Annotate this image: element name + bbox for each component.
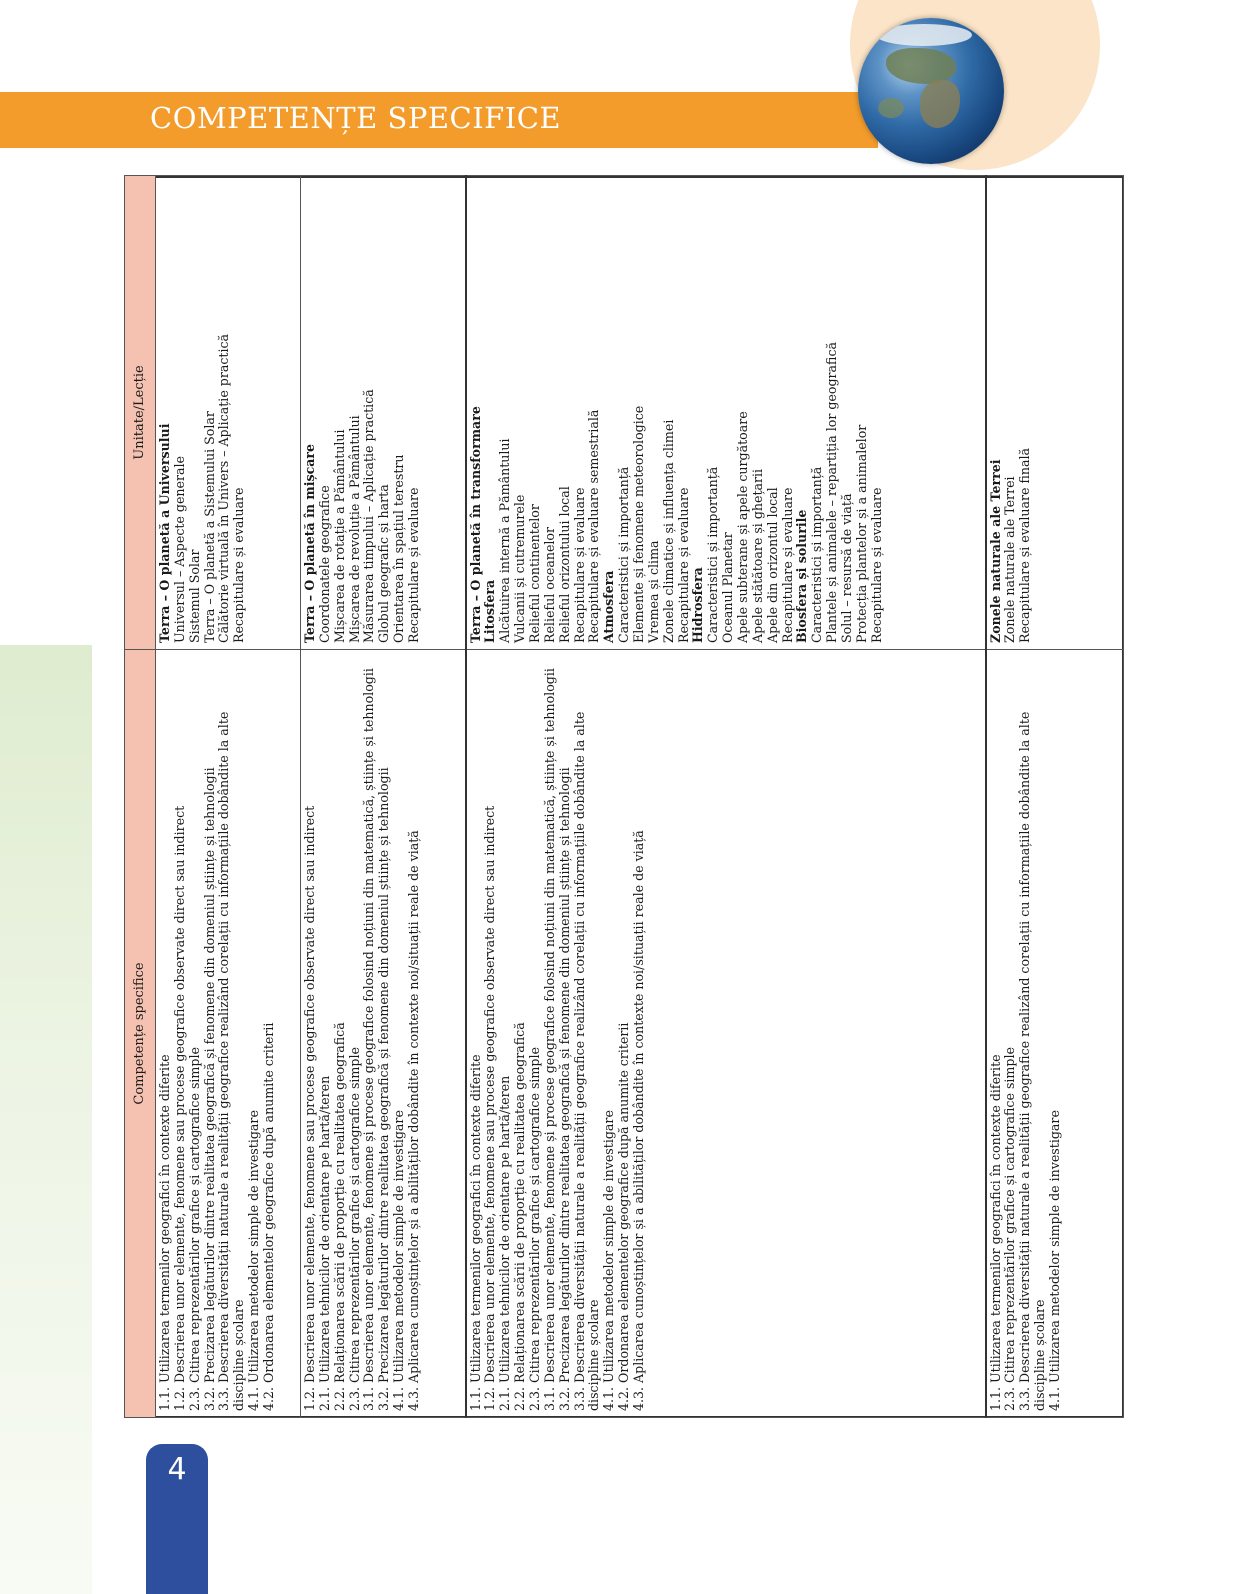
lectie-item: Terra – O planetă a Sistemului Solar (201, 411, 217, 643)
lectie-item: Recapitulare și evaluare (406, 487, 422, 643)
competente-cell (156, 650, 301, 1418)
unitate-cell (466, 176, 986, 650)
lectie-item: Sistemul Solar (186, 549, 202, 643)
page-title: COMPETENȚE SPECIFICE (150, 101, 562, 135)
competenta-item: 4.1. Utilizarea metodelor simple de investigare (246, 1110, 262, 1411)
globe-icon (858, 18, 1004, 164)
table-row (986, 176, 1124, 1418)
lectie-item: Vulcanii și cutremurele (512, 494, 528, 643)
competenta-item: 3.2. Precizarea legăturilor dintre realitatea geografică și fenomene din domeniul științe și tehnologii (556, 767, 572, 1411)
header-unitate: Unitate/Lecție (125, 176, 156, 650)
competenta-item: 4.1. Utilizarea metodelor simple de investigare (391, 1110, 407, 1411)
unitate-title: Terra – O planetă în transformare (467, 406, 483, 643)
unitate-cell (986, 176, 1124, 650)
lectie-item: Globul geografic și harta (376, 484, 392, 643)
competenta-item: 1.2. Descrierea unor elemente, fenomene sau procese geografice observate direct sau indirect (171, 805, 187, 1411)
lectie-item: Orientarea în spațiul terestru (391, 454, 407, 643)
competenta-item: 1.2. Descrierea unor elemente, fenomene sau procese geografice observate direct sau indirect (482, 805, 498, 1411)
lectie-item: Recapitulare și evaluare (868, 487, 884, 643)
competenta-item: 4.1. Utilizarea metodelor simple de investigare (1046, 1110, 1062, 1411)
header-competente: Competențe specifice (125, 650, 156, 1418)
competenta-item: 2.2. Relaționarea scării de proporție cu realitatea geografică (331, 1022, 347, 1411)
unitate-cell (156, 176, 301, 650)
side-decoration (0, 645, 92, 1594)
competenta-item: 2.1. Utilizarea tehnicilor de orientare pe hartă/teren (316, 1075, 332, 1411)
competenta-item: 3.1. Descrierea unor elemente, fenomene și procese geografice folosind noțiuni din matematică, științe și tehnologii (541, 668, 557, 1411)
lectie-item: Caracteristici și importanță (616, 466, 632, 643)
lectie-item: Recapitulare și evaluare (675, 487, 691, 643)
competenta-item: 2.2. Relaționarea scării de proporție cu realitatea geografică (512, 1022, 528, 1411)
lectie-item: Recapitulare și evaluare (231, 487, 247, 643)
unitate-cell (301, 176, 466, 650)
competenta-item: 1.1. Utilizarea termenilor geografici în contexte diferite (157, 1054, 172, 1411)
competenta-item: 4.3. Aplicarea cunoștințelor și a abilităților dobândite în contexte noi/situații reale de viață (630, 830, 646, 1411)
lectie-item: Recapitulare și evaluare finală (1017, 447, 1033, 643)
competenta-item: 1.2. Descrierea unor elemente, fenomene sau procese geografice observate direct sau indirect (302, 805, 317, 1411)
competenta-item: 2.3. Citirea reprezentărilor grafice și cartografice simple (1002, 1047, 1018, 1411)
lectie-item: Relieful continentelor (526, 504, 542, 643)
lectie-item: Solul – resursă de viață (838, 493, 854, 643)
competenta-item: 4.3. Aplicarea cunoștințelor și a abilităților dobândite în contexte noi/situații reale de viață (406, 830, 422, 1411)
lectie-item: Apele din orizontul local (764, 487, 780, 643)
competenta-item: 2.1. Utilizarea tehnicilor de orientare pe hartă/teren (497, 1075, 513, 1411)
table-row (156, 176, 301, 1418)
lectie-item: Vremea și clima (645, 540, 661, 643)
page-number: 4 (167, 1452, 187, 1487)
unitate-title: Terra – O planetă în mișcare (302, 443, 317, 643)
competente-cell (986, 650, 1124, 1418)
competenta-item: 4.2. Ordonarea elementelor geografice după anumite criterii (616, 1022, 632, 1411)
rotated-table-wrapper (124, 176, 1124, 1418)
lectie-item: Elemente și fenomene meteorologice (630, 405, 646, 643)
competenta-item: 3.2. Precizarea legăturilor dintre realitatea geografică și fenomene din domeniul științe și tehnologii (201, 767, 217, 1411)
lectie-item: Recapitulare și evaluare semestrială (586, 409, 602, 643)
lectie-item: Apele subterane și apele curgătoare (734, 411, 750, 643)
competenta-item: 2.3. Citirea reprezentărilor grafice și cartografice simple (346, 1047, 362, 1411)
lectie-item: Mișcarea de rotație a Pământului (331, 429, 347, 643)
competente-cell (466, 650, 986, 1418)
lectie-item: Oceanul Planetar (720, 532, 736, 643)
competenta-item: 4.2. Ordonarea elementelor geografice după anumite criterii (261, 1022, 277, 1411)
competenta-item: 4.1. Utilizarea metodelor simple de investigare (601, 1110, 617, 1411)
lectie-item: Măsurarea timpului – Aplicație practică (361, 389, 377, 643)
lectie-item: Coordonatele geografice (316, 485, 332, 643)
lectie-item: Recapitulare și evaluare (779, 487, 795, 643)
unitate-title: Zonele naturale ale Terrei (987, 459, 1003, 643)
competente-cell (301, 650, 466, 1418)
unitate-title: Terra – O planetă a Universului (157, 423, 172, 643)
lectie-item: Apele stătătoare și ghețarii (749, 468, 765, 643)
table-row (301, 176, 466, 1418)
lectie-item: Zonele naturale ale Terrei (1002, 476, 1018, 643)
competenta-item: 3.2. Precizarea legăturilor dintre realitatea geografică și fenomene din domeniul științe și tehnologii (376, 767, 392, 1411)
lectie-item: Relieful orizontului local (556, 486, 572, 643)
competenta-item: 1.1. Utilizarea termenilor geografici în contexte diferite (987, 1054, 1003, 1411)
competenta-item: 2.3. Citirea reprezentărilor grafice și cartografice simple (186, 1047, 202, 1411)
lectie-item: Alcătuirea internă a Pământului (497, 438, 513, 643)
subunitate-title: Atmosfera (601, 570, 617, 643)
lectie-item: Zonele climatice și influența climei (660, 419, 676, 643)
competenta-item: 1.1. Utilizarea termenilor geografici în contexte diferite (467, 1054, 483, 1411)
lectie-item: Caracteristici și importanță (705, 466, 721, 643)
lectie-item: Recapitulare și evaluare (571, 487, 587, 643)
subunitate-title: Biosfera și solurile (794, 509, 810, 643)
competente-table-frame (124, 176, 1124, 1418)
table-row (466, 176, 986, 1418)
lectie-item: Universul – Aspecte generale (171, 456, 187, 643)
lectie-item: Călătorie virtuală în Univers – Aplicație practică (216, 333, 232, 643)
competenta-item: 2.3. Citirea reprezentărilor grafice și cartografice simple (526, 1047, 542, 1411)
competente-table (124, 175, 1124, 1418)
subunitate-title: Hidrosfera (690, 567, 706, 643)
competenta-item: 3.1. Descrierea unor elemente, fenomene și procese geografice folosind noțiuni din matematică, științe și tehnologii (361, 668, 377, 1411)
lectie-item: Protecția plantelor și a animalelor (853, 424, 869, 643)
competenta-item: 3.3. Descrierea diversității naturale a realității geografice realizând corelații cu informațiile dobândite la alte discipline școlare (216, 711, 247, 1411)
competenta-item: 3.3. Descrierea diversității naturale a realității geografice realizând corelații cu informațiile dobândite la alte discipline școlare (1017, 711, 1048, 1411)
lectie-item: Plantele și animalele – repartiția lor geografică (824, 341, 840, 643)
competenta-item: 3.3. Descrierea diversității naturale a realității geografice realizând corelații cu informațiile dobândite la alte discipline școlare (571, 711, 602, 1411)
lectie-item: Mișcarea de revoluție a Pământului (346, 415, 362, 643)
lectie-item: Relieful oceanelor (541, 526, 557, 643)
subunitate-title: Litosfera (482, 579, 498, 643)
lectie-item: Caracteristici și importanță (809, 466, 825, 643)
